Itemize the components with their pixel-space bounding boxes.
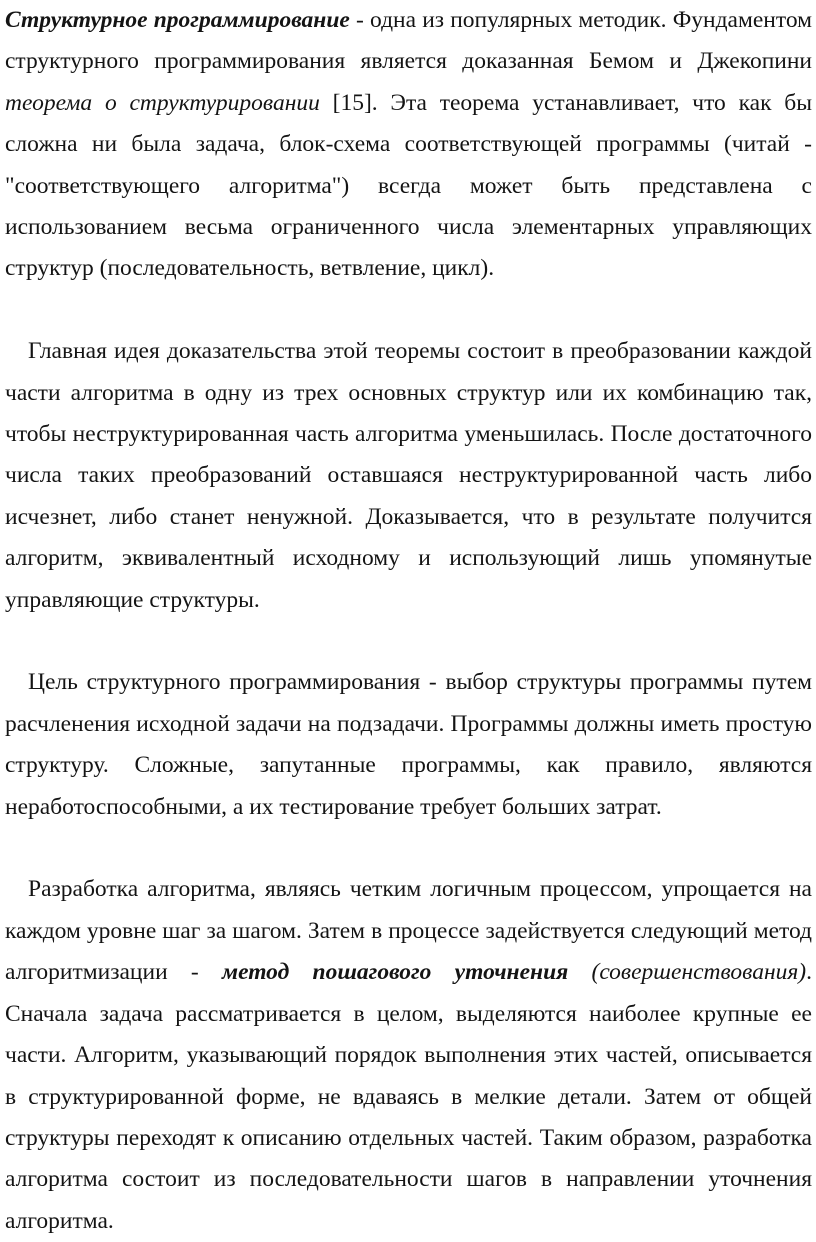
paragraph-text: Главная идея доказательства этой теоремы состоит в преобразовании каждой части алгоритма в одну из трех основных структур или их комбинацию так, чтобы неструктурированная часть алгоритма уменьшилась. После достаточного числа таких преобразований оставшаяся неструктурированной часть либо исчезнет, либо станет ненужной. Доказывается, что в результате получится алгоритм, эквивалентный исходному и использующий лишь упомянутые управляющие структуры.	[5, 338, 812, 613]
paragraph-text: Разработка алгоритма, являясь четким логичным процессом, упрощается на каждом уровне шаг за шагом. Затем в процессе задействуется следующий метод алгоритмизации -	[5, 876, 812, 986]
paragraph-stepwise-refinement	[5, 869, 812, 1242]
paragraph-proof-idea	[5, 331, 812, 621]
term-improvement: (совершенствования)	[568, 959, 807, 986]
paragraph-text: - одна из популярных методик. Фундаментом структурного программирования является доказанная Бемом и Джекопини	[5, 7, 812, 75]
paragraph-text: Цель структурного программирования - выбор структуры программы путем расчленения исходной задачи на подзадачи. Программы должны иметь простую структуру. Сложные, запутанные программы, как правило, являются неработоспособными, а их тестирование требует больших затрат.	[5, 669, 812, 820]
term-stepwise-refinement: метод пошагового уточнения	[221, 959, 569, 986]
document-page	[5, 0, 812, 1242]
paragraph-goal	[5, 662, 812, 828]
paragraph-structured-programming	[5, 0, 812, 290]
term-structuring-theorem: теорема о структурировании	[5, 89, 320, 116]
paragraph-text: [15]. Эта теорема устанавливает, что как бы сложна ни была задача, блок-схема соответствующей программы (читай - "соответствующего алгоритма") всегда может быть представлена с использованием весьма ограниченного числа элементарных управляющих структур (последовательность, ветвление, цикл).	[5, 89, 812, 282]
paragraph-text: . Сначала задача рассматривается в целом, выделяются наиболее крупные ее части. Алгоритм, указывающий порядок выполнения этих частей, описывается в структурированной форме, не вдаваясь в мелкие детали. Затем от общей структуры переходят к описанию отдельных частей. Таким образом, разработка алгоритма состоит из последовательности шагов в направлении уточнения алгоритма.	[5, 959, 812, 1234]
term-structured-programming: Структурное программирование	[5, 7, 350, 33]
